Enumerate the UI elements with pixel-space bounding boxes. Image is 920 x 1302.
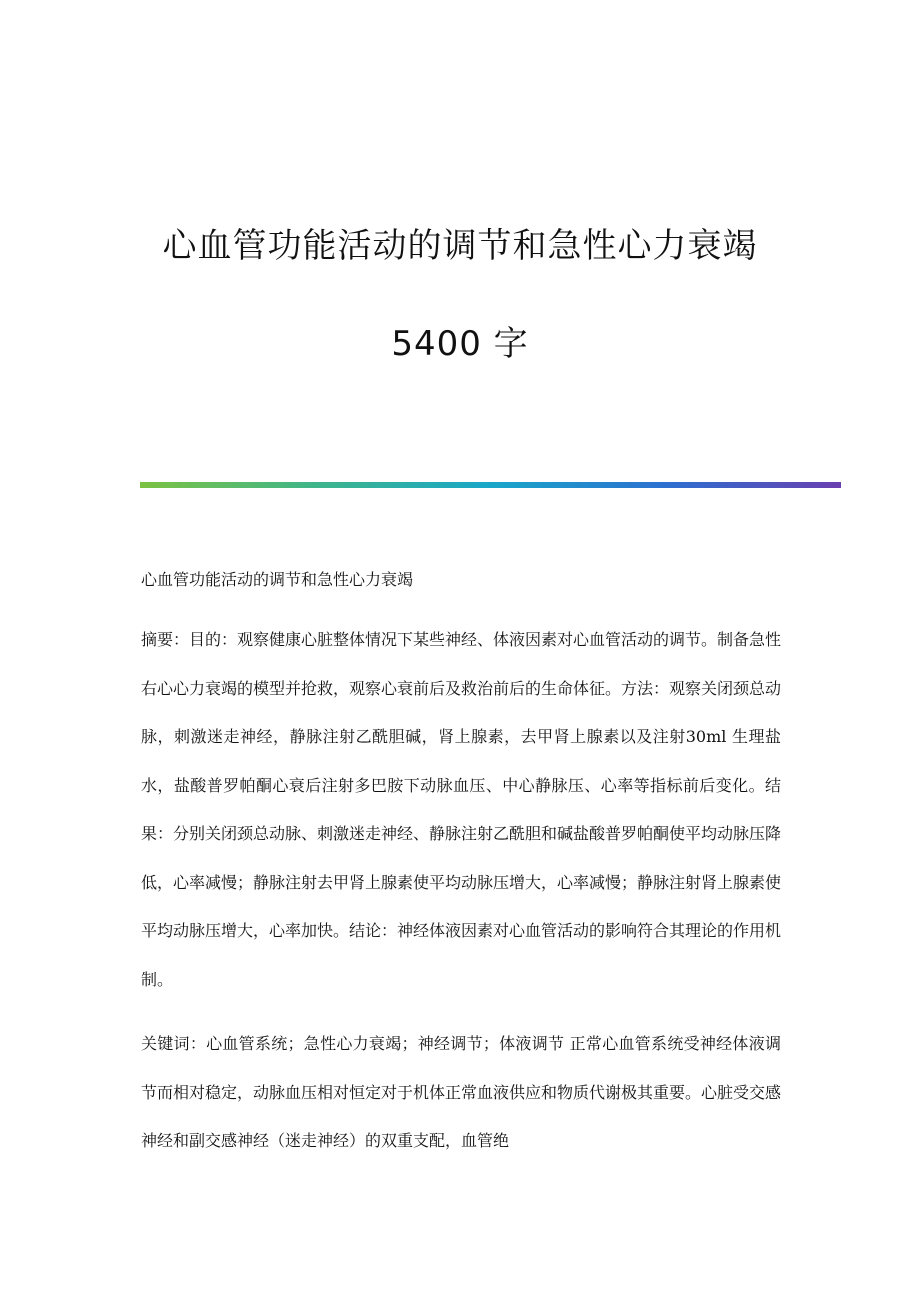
document-body [141,564,781,1166]
title-line-1: 心血管功能活动的调节和急性心力衰竭 [162,226,758,266]
section-subtitle: 心血管功能活动的调节和急性心力衰竭 [141,570,414,589]
gradient-divider [140,482,841,488]
keywords-paragraph: 关键词：心血管系统；急性心力衰竭；神经调节；体液调节 正常心血管系统受神经体液调节而相对稳定，动脉血压相对恒定对于机体正常血液供应和物质代谢极其重要。心脏受交感神经和副交感神经（迷走神经）的双重支配，血管绝 [141,1034,782,1150]
title-line-2: 5400 字 [391,324,529,364]
abstract-paragraph: 摘要：目的：观察健康心脏整体情况下某些神经、体液因素对心血管活动的调节。制备急性右心心力衰竭的模型并抢救，观察心衰前后及救治前后的生命体征。方法：观察关闭颈总动脉，刺激迷走神经，静脉注射乙酰胆碱，肾上腺素，去甲肾上腺素以及注射30ml 生理盐水，盐酸普罗帕酮心衰后注射多巴胺下动脉血压、中心静脉压、心率等指标前后变化。结果：分别关闭颈总动脉、刺激迷走神经、静脉注射乙酰胆和碱盐酸普罗帕酮使平均动脉压降低，心率减慢；静脉注射去甲肾上腺素使平均动脉压增大，心率减慢；静脉注射肾上腺素使平均动脉压增大，心率加快。结论：神经体液因素对心血管活动的影响符合其理论的作用机制。 [141,630,782,989]
